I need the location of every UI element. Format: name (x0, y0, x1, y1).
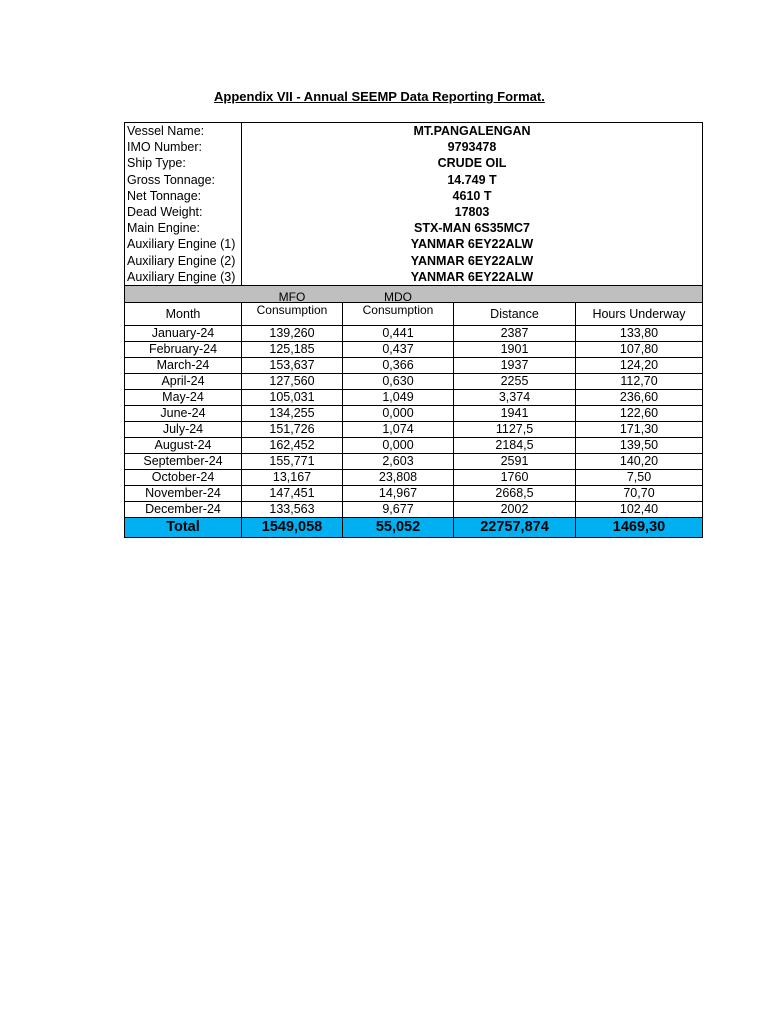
cell-month: November-24 (125, 485, 242, 501)
cell-mdo: 0,630 (343, 373, 454, 389)
table-row (125, 405, 703, 421)
vessel-info-label: Auxiliary Engine (2) (125, 253, 242, 269)
cell-month: August-24 (125, 437, 242, 453)
table-row (125, 469, 703, 485)
vessel-info-value: 4610 T (242, 188, 703, 204)
cell-hours: 122,60 (576, 405, 703, 421)
vessel-info-row (125, 253, 703, 269)
cell-mfo: 139,260 (242, 325, 343, 341)
cell-mfo: 127,560 (242, 373, 343, 389)
cell-hours: 107,80 (576, 341, 703, 357)
cell-month: June-24 (125, 405, 242, 421)
table-row (125, 421, 703, 437)
vessel-info-label: IMO Number: (125, 139, 242, 155)
table-row (125, 325, 703, 341)
vessel-info-label: Main Engine: (125, 220, 242, 236)
table-row (125, 373, 703, 389)
total-mfo: 1549,058 (242, 517, 343, 537)
cell-hours: 171,30 (576, 421, 703, 437)
cell-mdo: 23,808 (343, 469, 454, 485)
table-row (125, 341, 703, 357)
cell-month: May-24 (125, 389, 242, 405)
page-title: Appendix VII - Annual SEEMP Data Reporting Format. (214, 89, 545, 104)
cell-mfo: 147,451 (242, 485, 343, 501)
vessel-info-label: Vessel Name: (125, 123, 242, 140)
cell-distance: 2255 (454, 373, 576, 389)
header-month: Month (125, 302, 242, 325)
cell-hours: 70,70 (576, 485, 703, 501)
cell-mfo: 105,031 (242, 389, 343, 405)
cell-distance: 1760 (454, 469, 576, 485)
cell-distance: 2387 (454, 325, 576, 341)
vessel-info-row (125, 236, 703, 252)
cell-hours: 139,50 (576, 437, 703, 453)
cell-hours: 102,40 (576, 501, 703, 517)
vessel-info-value: MT.PANGALENGAN (242, 123, 703, 140)
vessel-info-value: 9793478 (242, 139, 703, 155)
cell-distance: 2184,5 (454, 437, 576, 453)
cell-hours: 133,80 (576, 325, 703, 341)
cell-distance: 1901 (454, 341, 576, 357)
cell-month: July-24 (125, 421, 242, 437)
vessel-info-label: Ship Type: (125, 155, 242, 171)
cell-mfo: 13,167 (242, 469, 343, 485)
cell-mdo: 0,000 (343, 437, 454, 453)
vessel-info-label: Gross Tonnage: (125, 172, 242, 188)
total-mdo: 55,052 (343, 517, 454, 537)
header-mfo-line1: MFO (278, 289, 306, 304)
cell-distance: 1937 (454, 357, 576, 373)
cell-month: April-24 (125, 373, 242, 389)
vessel-info-row (125, 188, 703, 204)
cell-mdo: 14,967 (343, 485, 454, 501)
cell-mdo: 1,074 (343, 421, 454, 437)
cell-distance: 2668,5 (454, 485, 576, 501)
header-row (125, 302, 703, 325)
cell-distance: 3,374 (454, 389, 576, 405)
table-row (125, 453, 703, 469)
vessel-info-row (125, 204, 703, 220)
header-hours: Hours Underway (576, 302, 703, 325)
cell-distance: 2591 (454, 453, 576, 469)
cell-mfo: 155,771 (242, 453, 343, 469)
cell-hours: 112,70 (576, 373, 703, 389)
header-mfo-line2: Consumption (256, 302, 328, 317)
table-row (125, 437, 703, 453)
vessel-info-row (125, 123, 703, 140)
cell-month: December-24 (125, 501, 242, 517)
total-distance: 22757,874 (454, 517, 576, 537)
cell-month: September-24 (125, 453, 242, 469)
table-row (125, 357, 703, 373)
cell-mdo: 0,441 (343, 325, 454, 341)
vessel-info-value: YANMAR 6EY22ALW (242, 236, 703, 252)
cell-mfo: 134,255 (242, 405, 343, 421)
cell-hours: 124,20 (576, 357, 703, 373)
cell-month: February-24 (125, 341, 242, 357)
cell-distance: 2002 (454, 501, 576, 517)
vessel-info-value: 17803 (242, 204, 703, 220)
cell-distance: 1941 (454, 405, 576, 421)
cell-hours: 140,20 (576, 453, 703, 469)
cell-hours: 7,50 (576, 469, 703, 485)
table-row (125, 485, 703, 501)
vessel-info-row (125, 155, 703, 171)
vessel-info-value: YANMAR 6EY22ALW (242, 253, 703, 269)
header-mdo-line1: MDO (384, 289, 412, 304)
vessel-info-value: CRUDE OIL (242, 155, 703, 171)
header-mdo-line2: Consumption (362, 302, 434, 317)
cell-mdo: 9,677 (343, 501, 454, 517)
cell-mdo: 0,437 (343, 341, 454, 357)
cell-month: March-24 (125, 357, 242, 373)
vessel-info-label: Net Tonnage: (125, 188, 242, 204)
vessel-info-value: YANMAR 6EY22ALW (242, 269, 703, 286)
cell-mdo: 0,366 (343, 357, 454, 373)
vessel-info-label: Dead Weight: (125, 204, 242, 220)
cell-mfo: 162,452 (242, 437, 343, 453)
seemp-table (124, 122, 703, 538)
cell-hours: 236,60 (576, 389, 703, 405)
cell-month: January-24 (125, 325, 242, 341)
vessel-info-row (125, 220, 703, 236)
cell-mfo: 153,637 (242, 357, 343, 373)
vessel-info-row (125, 139, 703, 155)
vessel-info-label: Auxiliary Engine (1) (125, 236, 242, 252)
table-row (125, 389, 703, 405)
header-distance: Distance (454, 302, 576, 325)
total-label: Total (125, 517, 242, 537)
header-mfo (242, 289, 343, 325)
cell-mfo: 133,563 (242, 501, 343, 517)
vessel-info-label: Auxiliary Engine (3) (125, 269, 242, 286)
cell-mdo: 1,049 (343, 389, 454, 405)
header-mdo (343, 289, 454, 325)
cell-distance: 1127,5 (454, 421, 576, 437)
vessel-info-row (125, 172, 703, 188)
total-row (125, 517, 703, 537)
cell-mdo: 2,603 (343, 453, 454, 469)
vessel-info-value: 14.749 T (242, 172, 703, 188)
cell-mfo: 125,185 (242, 341, 343, 357)
total-hours: 1469,30 (576, 517, 703, 537)
table-row (125, 501, 703, 517)
vessel-info-value: STX-MAN 6S35MC7 (242, 220, 703, 236)
cell-mfo: 151,726 (242, 421, 343, 437)
cell-mdo: 0,000 (343, 405, 454, 421)
cell-month: October-24 (125, 469, 242, 485)
vessel-info-row (125, 269, 703, 286)
